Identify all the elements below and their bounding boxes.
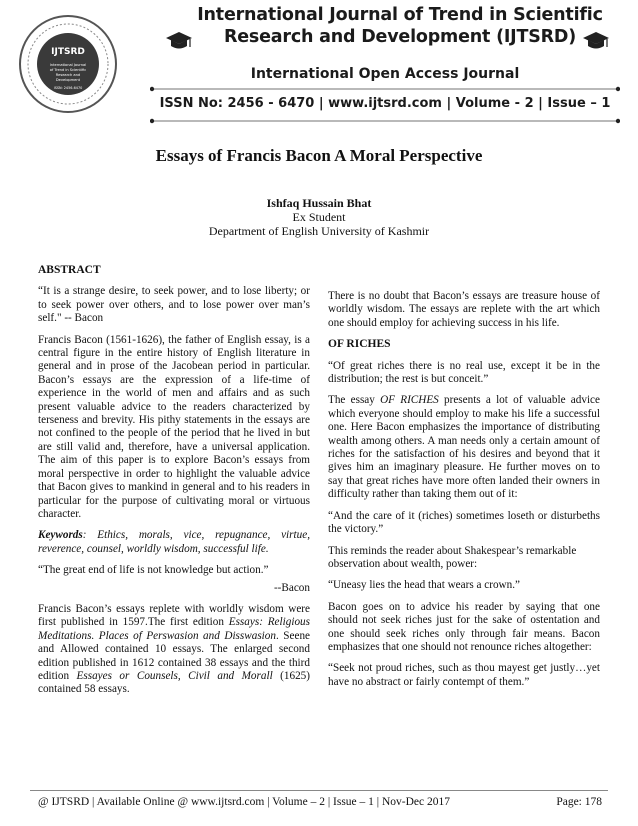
author-name: Ishfaq Hussain Bhat: [266, 196, 372, 210]
pub-title-2: Essayes or Counsels, Civil and Morall: [76, 669, 273, 682]
quote-attribution: --Bacon: [273, 581, 310, 594]
shakespeare-paragraph: This reminds the reader about Shakespear’s remarkable observation about wealth, power:: [328, 544, 577, 570]
logo-issn: ISSN: 2456-6470: [53, 86, 83, 90]
riches-essay-title: OF RICHES: [380, 394, 439, 407]
pub-title-1: Essays: Religious Meditations. Places of Perswasion and Disswasion: [38, 616, 310, 642]
journal-title-line1: International Journal of Trend in Scientific: [197, 5, 603, 25]
graduation-cap-icon: [165, 30, 193, 52]
header-divider-bottom: [150, 118, 620, 124]
abstract-heading: ABSTRACT: [38, 264, 101, 276]
journal-header: [0, 0, 638, 130]
footer-info: @ IJTSRD | Available Online @ www.ijtsrd.com | Volume – 2 | Issue – 1 | Nov-Dec 2017: [38, 796, 450, 808]
header-divider: [150, 86, 620, 92]
page-footer: [38, 796, 602, 808]
journal-title: [190, 4, 610, 48]
author-department: Department of English University of Kashmir: [208, 224, 430, 238]
issn-line: ISSN No: 2456 - 6470 | www.ijtsrd.com | Volume - 2 | Issue – 1: [159, 96, 611, 111]
keywords-text: : Ethics, morals, vice, repugnance, virtue, reverence, counsel, worldly wisdom, successful life.: [38, 529, 310, 555]
author-block: [0, 196, 638, 238]
open-access-line: International Open Access Journal: [250, 66, 520, 82]
opening-quote: “It is a strange desire, to seek power, and to lose liberty; or to seek power over others, and to lose power over man’s self." -- Bacon: [38, 285, 310, 325]
graduation-cap-icon: [582, 30, 610, 52]
proud-riches-quote: “Seek not proud riches, such as thou mayest get justly…yet have no abstract or fairly contempt of them.”: [328, 662, 600, 688]
intro-paragraph: There is no doubt that Bacon’s essays are treasure house of worldly wisdom. The essays are replete with the art which one should employ for achieving success in his life.: [328, 290, 600, 329]
logo-text: IJTSRD: [51, 47, 85, 57]
svg-text:Development: Development: [55, 78, 81, 82]
keywords-label: Keywords: [38, 529, 83, 542]
publication-paragraph: [38, 603, 310, 697]
ijtsrd-logo: [18, 14, 118, 114]
keywords: [38, 529, 310, 556]
journal-title-line2: Research and Development (IJTSRD): [223, 27, 577, 47]
riches-paragraph: [328, 394, 600, 501]
svg-text:Research and: Research and: [55, 73, 81, 77]
paper-title: Essays of Francis Bacon A Moral Perspective: [155, 146, 483, 165]
crown-quote: “Uneasy lies the head that wears a crown.”: [328, 579, 520, 592]
section-heading-of-riches: OF RICHES: [328, 338, 391, 351]
riches-text-b: presents a lot of valuable advice which everyone should employ to make his life a successful one. Here Bacon emphasizes the importance of distributing wealth among others. A man needs only a certain amount of riches for the satisfaction of his desires and beyond that it gives him an imaginary pleasure. He further moves on to say that great riches have more often landed their owners in difficulty rather than taking them out of it:: [328, 394, 600, 501]
author-role: Ex Student: [292, 210, 346, 224]
abstract-paragraph: Francis Bacon (1561-1626), the father of English essay, is a central figure in the entire history of English literature in general and in prose of the Jacobean period in particular. Bacon’s essays are the expression of a life-time of experience in the world of men and affairs and as such present valuable advice to the readers characterized by terseness and brevity. His pithy statements in the essays are not confined to the people of the period that he lived in but are still valid and, therefore, have a universal application. The aim of this paper is to explore Bacon’s essays from moral perspective in order to highlight the valuable advice that Bacon gives to mankind in general and to his readers in particular for the purpose of cultivating moral or virtuous character.: [38, 333, 310, 520]
left-column: [38, 264, 310, 705]
second-quote: “The great end of life is not knowledge but action.”: [38, 564, 269, 577]
riches-quote: “Of great riches there is no real use, except it be in the distribution; the rest is but conceit.”: [328, 359, 600, 386]
ostentation-paragraph: Bacon goes on to advice his reader by saying that one should not seek riches just for the sake of ostentation and one should seek riches only through fair means. Bacon emphasizes that one should not renounce riches altogether:: [328, 600, 600, 653]
svg-text:International Journal: International Journal: [49, 63, 87, 67]
svg-text:of Trend in Scientific: of Trend in Scientific: [49, 68, 87, 72]
victory-quote: “And the care of it (riches) sometimes loseth or disturbeths the victory.”: [328, 509, 600, 536]
riches-text-a: The essay: [328, 394, 381, 407]
footer-rule: [30, 790, 608, 791]
pub-text-a: Francis Bacon’s essays replete with worldly wisdom were first published in 1597.The first edition: [38, 602, 310, 629]
pub-text-c: (1625) contained 58 essays.: [38, 669, 310, 696]
right-column: [328, 290, 600, 697]
page-number: Page: 178: [556, 796, 602, 808]
pub-text-b: . Seene and Allowed contained 10 essays. The enlarged second edition published in 1612 contained 38 essays and the third edition: [38, 629, 310, 682]
